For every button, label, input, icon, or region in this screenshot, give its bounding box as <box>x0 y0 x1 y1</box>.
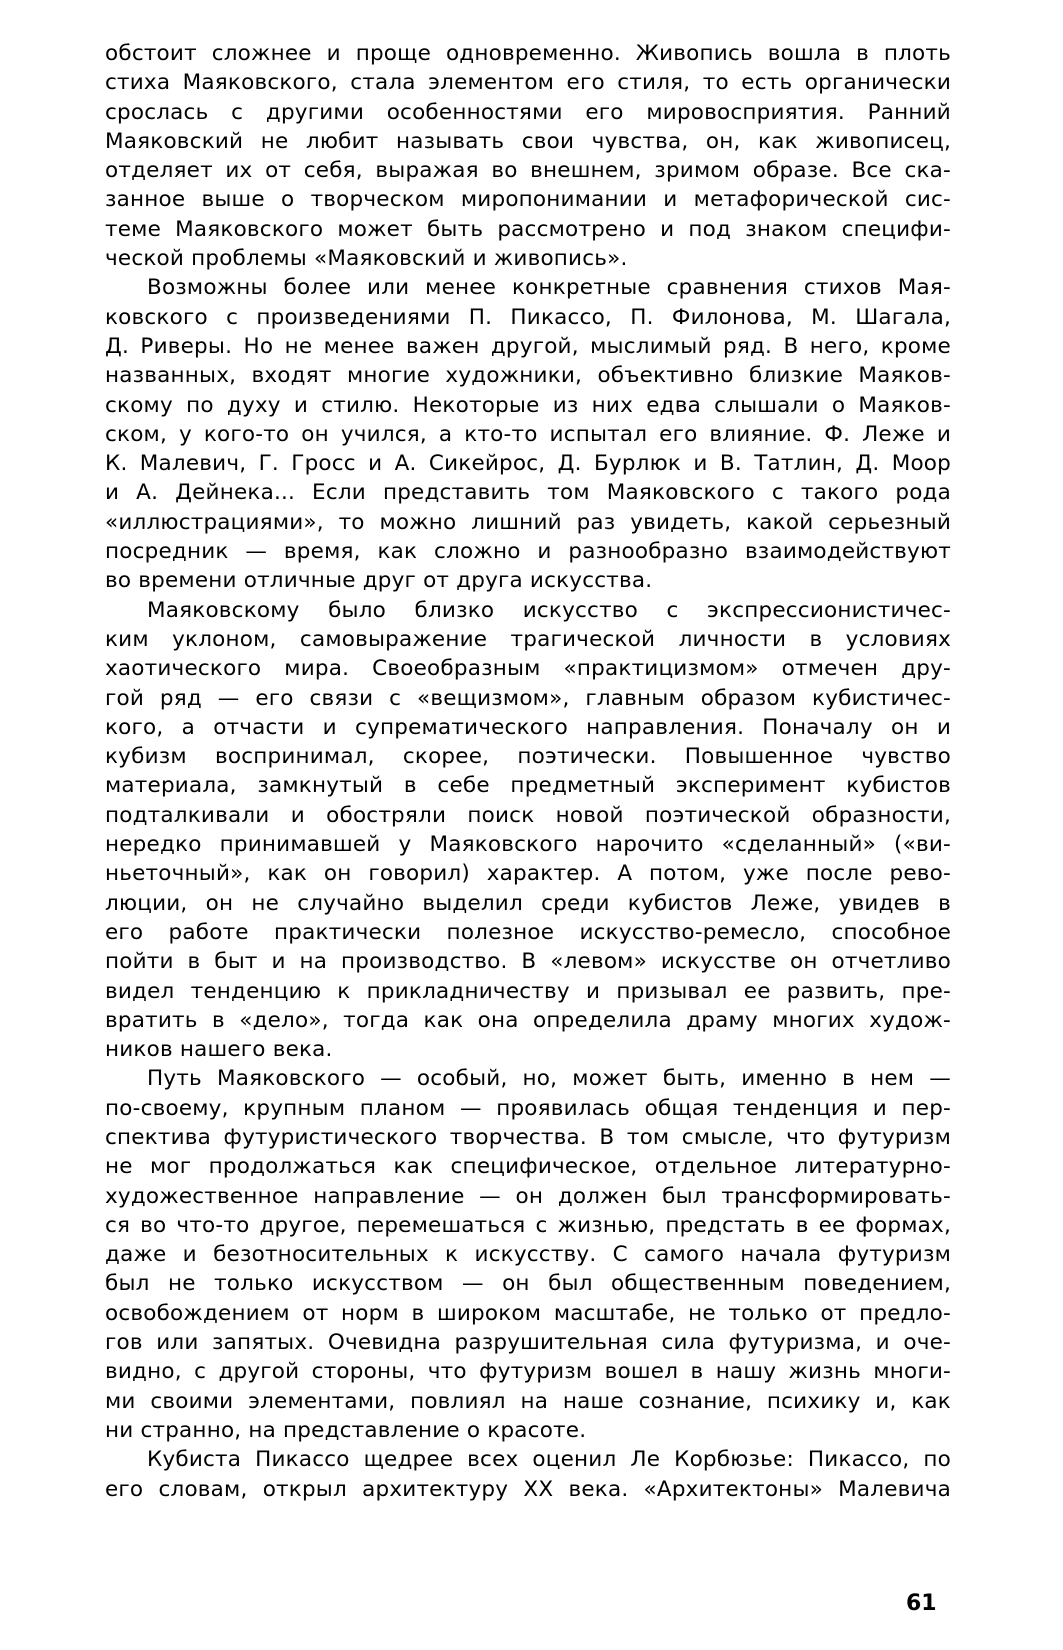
text-line: материала, замкнутый в себе предметный эксперимент кубистов <box>105 773 951 799</box>
text-line: Маяковский не любит называть свои чувства, он, как живописец, <box>105 128 951 154</box>
text-line: Кубиста Пикассо щедрее всех оценил Ле Корбюзье: Пикассо, по <box>147 1447 951 1473</box>
text-line: нередко принимавшей у Маяковского нарочито «сделанный» («ви- <box>105 832 951 858</box>
text-line: ким уклоном, самовыражение трагической личности в условиях <box>105 626 951 652</box>
text-line: не мог продолжаться как специфическое, отдельное литературно- <box>105 1154 951 1180</box>
text-line: кубизм воспринимал, скорее, поэтически. Повышенное чувство <box>105 744 951 770</box>
text-line: во времени отличные друг от друга искусства. <box>105 568 653 594</box>
text-line: посредник — время, как сложно и разнообразно взаимодействуют <box>105 539 951 565</box>
text-line: ни странно, на представление о красоте. <box>105 1417 587 1443</box>
text-line: художественное направление — он должен был трансформировать- <box>105 1183 951 1209</box>
text-line: спектива футуристического творчества. В том смысле, что футуризм <box>105 1124 951 1150</box>
text-line: пойти в быт и на производство. В «левом» искусстве он отчетливо <box>105 949 951 975</box>
text-line: скому по духу и стилю. Некоторые из них едва слышали о Маяков- <box>105 392 951 418</box>
text-line: названных, входят многие художники, объективно близкие Маяков- <box>105 363 951 389</box>
text-line: люции, он не случайно выделил среди кубистов Леже, увидев в <box>105 890 951 916</box>
text-line: был не только искусством — он был общественным поведением, <box>105 1271 951 1297</box>
page-number: 61 <box>906 1591 937 1616</box>
text-line: даже и безотносительных к искусству. С самого начала футуризм <box>105 1242 951 1268</box>
text-line: подталкивали и обостряли поиск новой поэтической образности, <box>105 802 951 828</box>
text-line: его работе практически полезное искусство-ремесло, способное <box>105 919 951 945</box>
text-line: стиха Маяковского, стала элементом его стиля, то есть органически <box>105 70 951 96</box>
text-line: теме Маяковского может быть рассмотрено и под знаком специфи- <box>105 216 951 242</box>
text-line: и А. Дейнека... Если представить том Маяковского с такого рода <box>105 480 951 506</box>
paragraph <box>105 596 951 1065</box>
paragraph <box>105 273 951 595</box>
text-line: его словам, открыл архитектуру XX века. «Архитектоны» Малевича <box>105 1476 951 1502</box>
text-line: «иллюстрациями», то можно лишний раз увидеть, какой серьезный <box>105 509 951 535</box>
text-line: освобождением от норм в широком масштабе, не только от предло- <box>105 1300 951 1326</box>
text-line: гов или запятых. Очевидна разрушительная сила футуризма, и оче- <box>105 1330 951 1356</box>
text-line: хаотического мира. Своеобразным «практицизмом» отмечен дру- <box>105 656 951 682</box>
text-line: по-своему, крупным планом — проявилась общая тенденция и пер- <box>105 1095 951 1121</box>
text-line: Путь Маяковского — особый, но, может быть, именно в нем — <box>147 1066 951 1092</box>
text-line: видел тенденцию к прикладничеству и призывал ее развить, пре- <box>105 978 951 1004</box>
text-line: вратить в «дело», тогда как она определила драму многих худож- <box>105 1007 951 1033</box>
text-line: обстоит сложнее и проще одновременно. Живопись вошла в плоть <box>105 41 951 66</box>
text-line: кого, а отчасти и супрематического направления. Поначалу он и <box>105 714 951 740</box>
text-line: Маяковскому было близко искусство с экспрессионистичес- <box>147 597 951 623</box>
paragraph <box>105 39 951 273</box>
paragraph <box>105 1064 951 1445</box>
text-line: срослась с другими особенностями его мировосприятия. Ранний <box>105 99 951 125</box>
text-line: занное выше о творческом миропонимании и метафорической сис- <box>105 187 951 213</box>
text-line: Д. Риверы. Но не менее важен другой, мыслимый ряд. В него, кроме <box>105 333 951 359</box>
text-line: ском, у кого-то он учился, а кто-то испытал его влияние. Ф. Леже и <box>105 421 951 447</box>
text-line: отделяет их от себя, выражая во внешнем, зримом образе. Все ска- <box>105 158 951 184</box>
text-line: ньеточный», как он говорил) характер. А потом, уже после рево- <box>105 861 951 887</box>
text-line: ми своими элементами, повлиял на наше сознание, психику и, как <box>105 1388 951 1414</box>
text-line: К. Малевич, Г. Гросс и А. Сикейрос, Д. Бурлюк и В. Татлин, Д. Моор <box>105 451 951 477</box>
text-line: Возможны более или менее конкретные сравнения стихов Мая- <box>147 275 951 301</box>
paragraph <box>105 1445 951 1504</box>
text-line: гой ряд — его связи с «вещизмом», главным образом кубистичес- <box>105 685 951 711</box>
text-line: ческой проблемы «Маяковский и живопись». <box>105 246 628 272</box>
body-text <box>105 39 951 1504</box>
text-line: ковского с произведениями П. Пикассо, П. Филонова, М. Шагала, <box>105 304 951 330</box>
text-line: ся во что-то другое, перемешаться с жизнью, предстать в ее формах, <box>105 1212 951 1238</box>
text-line: ников нашего века. <box>105 1037 333 1063</box>
text-line: видно, с другой стороны, что футуризм вошел в нашу жизнь многи- <box>105 1359 951 1385</box>
